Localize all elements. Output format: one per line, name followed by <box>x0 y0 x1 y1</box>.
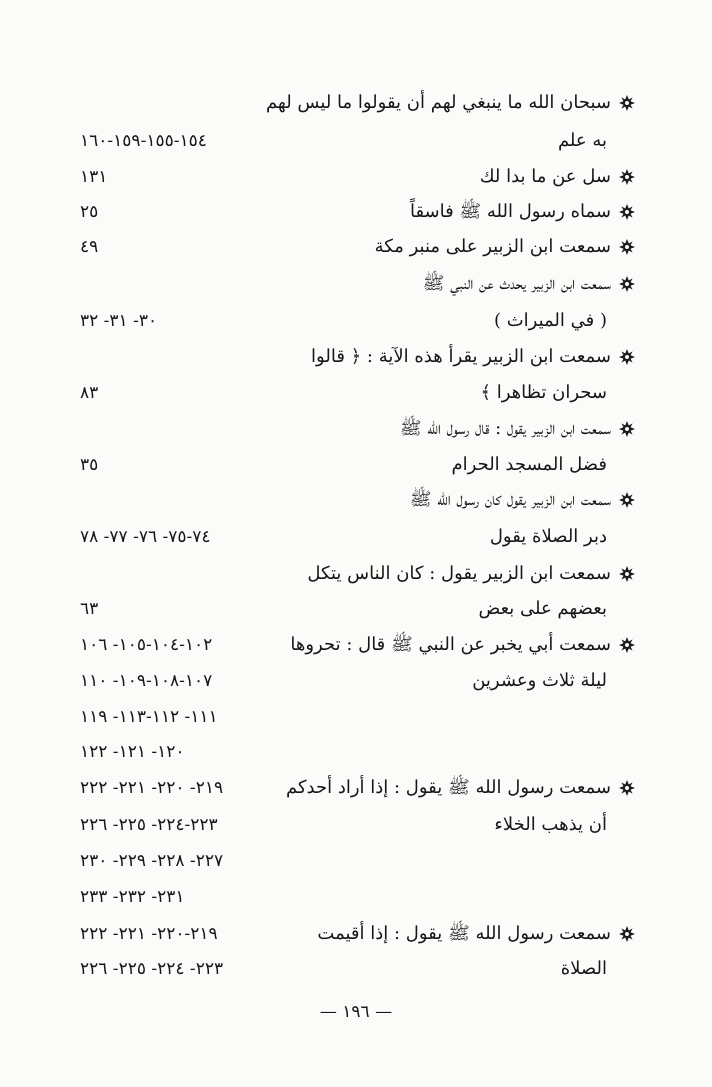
entry-continuation-text: سحران تظاهرا ﴾ <box>480 382 607 403</box>
page-references: ١٠٧-١٠٨-١٠٩- ١١٠ <box>80 671 213 691</box>
page-references: ١٢٠- ١٢١- ١٢٢ <box>80 742 185 762</box>
index-line <box>60 304 635 338</box>
entry-text: سمعت رسول الله ﷺ يقول : إذا أراد أحدكم <box>285 777 611 798</box>
page-references: ٢٥ <box>80 202 99 222</box>
entry-star-icon <box>619 566 635 582</box>
page-references: ٦٣ <box>80 599 99 619</box>
entry-continuation-text: الصلاة <box>560 958 607 979</box>
page-references: ١٣١ <box>80 167 108 187</box>
page-references: ١٠٢-١٠٤-١٠٥- ١٠٦ <box>80 635 213 655</box>
entry-continuation-text: به علم <box>557 130 607 151</box>
index-line <box>60 844 635 878</box>
entry-continuation-text: دبر الصلاة يقول <box>489 526 607 547</box>
entry-text: سمعت رسول الله ﷺ يقول : إذا أقيمت <box>317 923 611 944</box>
index-line <box>60 880 635 914</box>
entry-star-icon <box>619 204 635 220</box>
index-line <box>60 808 635 842</box>
entry-star-icon <box>619 421 635 437</box>
entry-text: سمعت ابن الزبير يقرأ هذه الآية : ﴿ قالوا <box>311 346 611 367</box>
entry-text: سمعت ابن الزبير يقول كان رسول الله ﷺ <box>409 489 611 510</box>
page-references: ٢١٩-٢٢٠- ٢٢١- ٢٢٢ <box>80 924 218 944</box>
page-references: ٢٢٣-٢٢٤- ٢٢٥- ٢٢٦ <box>80 815 218 835</box>
page-references: ٢٢٧- ٢٢٨- ٢٢٩- ٢٣٠ <box>80 851 224 871</box>
entry-star-icon <box>619 926 635 942</box>
entry-star-icon <box>619 239 635 255</box>
page-references: ٢١٩- ٢٢٠- ٢٢١- ٢٢٢ <box>80 778 224 798</box>
page-references: ١٥٤-١٥٥-١٥٩-١٦٠ <box>80 131 207 151</box>
page-number: — ١٩٦ — <box>319 1002 393 1022</box>
page-references: ٢٣١- ٢٣٢- ٢٣٣ <box>80 887 185 907</box>
index-line <box>60 267 635 301</box>
index-line <box>60 557 635 591</box>
entry-continuation-text: أن يذهب الخلاء <box>494 814 607 835</box>
page-references: ٤٩ <box>80 237 99 257</box>
page-references: ٣٠- ٣١- ٣٢ <box>80 311 158 331</box>
index-line <box>60 124 635 158</box>
index-line <box>60 520 635 554</box>
entry-continuation-text: بعضهم على بعض <box>478 598 607 619</box>
entry-star-icon <box>619 492 635 508</box>
entry-text: سمعت ابن الزبير يقول : كان الناس يتكل <box>307 563 611 584</box>
entry-text: سمعت ابن الزبير يقول : قال رسول الله ﷺ <box>399 418 611 439</box>
page-references: ٢٢٣- ٢٢٤- ٢٢٥- ٢٢٦ <box>80 959 224 979</box>
index-line <box>60 592 635 626</box>
index-line <box>60 195 635 229</box>
entry-text: سمعت ابن الزبير يحدث عن النبي ﷺ <box>422 273 611 294</box>
page-references: ١١١- ١١٢-١١٣- ١١٩ <box>80 707 218 727</box>
entry-continuation-text: فضل المسجد الحرام <box>451 454 607 475</box>
page-references: ٣٥ <box>80 455 99 475</box>
entry-continuation-text: ليلة ثلاث وعشرين <box>472 670 607 691</box>
index-line <box>60 340 635 374</box>
index-line <box>60 376 635 410</box>
entry-star-icon <box>619 637 635 653</box>
entry-star-icon <box>619 169 635 185</box>
entry-star-icon <box>619 95 635 111</box>
index-line <box>60 628 635 662</box>
index-line <box>60 412 635 446</box>
index-line <box>60 483 635 517</box>
index-line <box>60 664 635 698</box>
index-line <box>60 86 635 120</box>
index-line <box>60 448 635 482</box>
page-references: ٨٣ <box>80 383 99 403</box>
entry-star-icon <box>619 780 635 796</box>
entry-star-icon <box>619 349 635 365</box>
entry-text: سبحان الله ما ينبغي لهم أن يقولوا ما ليس لهم <box>265 92 611 113</box>
index-line <box>60 952 635 986</box>
entry-text: سمعت أبي يخبر عن النبي ﷺ قال : تحروها <box>290 634 611 655</box>
index-line <box>60 917 635 951</box>
index-line <box>60 160 635 194</box>
entry-text: سل عن ما بدا لك <box>479 166 611 187</box>
index-line <box>60 735 635 769</box>
page-references: ٧٤-٧٥- ٧٦- ٧٧- ٧٨ <box>80 527 211 547</box>
index-line <box>60 230 635 264</box>
entry-text: سمعت ابن الزبير على منبر مكة <box>374 236 611 257</box>
index-line <box>60 771 635 805</box>
index-line <box>60 700 635 734</box>
entry-continuation-text: ( في الميراث ) <box>493 310 607 331</box>
entry-star-icon <box>619 276 635 292</box>
entry-text: سماه رسول الله ﷺ فاسقاً <box>409 201 611 222</box>
